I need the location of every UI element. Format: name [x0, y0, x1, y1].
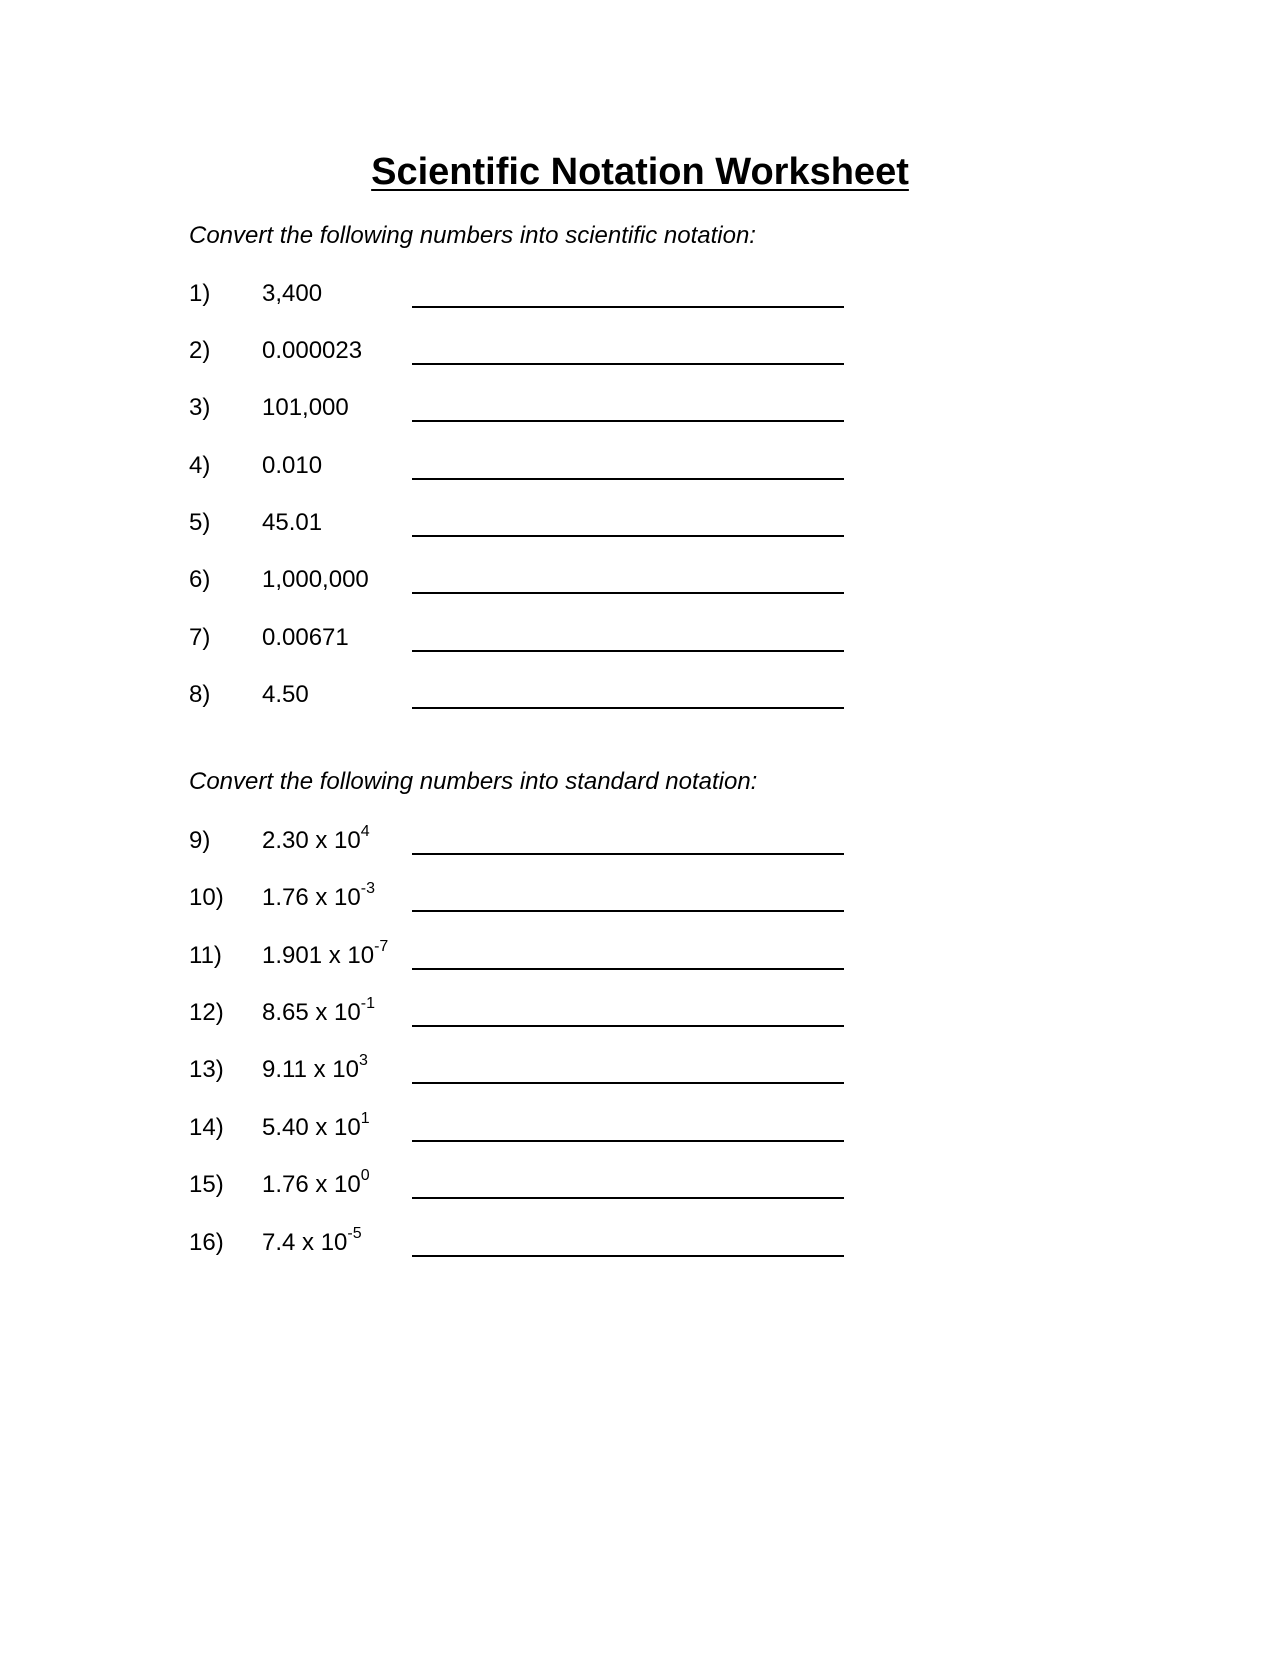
question-number: 14) — [189, 1114, 224, 1141]
question-row — [0, 1054, 1280, 1086]
question-number: 2) — [189, 337, 211, 364]
answer-line[interactable] — [412, 535, 844, 537]
question-row — [0, 450, 1280, 482]
answer-line[interactable] — [412, 853, 844, 855]
answer-line[interactable] — [412, 707, 844, 709]
question-value — [262, 997, 375, 1029]
question-value: 0.00671 — [262, 624, 349, 651]
question-row — [0, 940, 1280, 972]
question-value — [262, 1054, 368, 1086]
question-row — [0, 825, 1280, 857]
page-title — [0, 150, 1280, 194]
question-value — [262, 1112, 370, 1144]
answer-line[interactable] — [412, 650, 844, 652]
answer-line[interactable] — [412, 363, 844, 365]
question-row — [0, 1227, 1280, 1259]
question-row — [0, 335, 1280, 367]
answer-line[interactable] — [412, 592, 844, 594]
answer-line[interactable] — [412, 1140, 844, 1142]
value-base: 2.30 x 10 — [262, 827, 361, 854]
answer-line[interactable] — [412, 1255, 844, 1257]
value-exponent: -1 — [360, 995, 375, 1012]
question-number: 9) — [189, 827, 211, 854]
value-exponent: 3 — [358, 1052, 368, 1069]
question-number: 8) — [189, 681, 211, 708]
title-text: Scientific Notation Worksheet — [371, 151, 909, 193]
question-value: 4.50 — [262, 681, 309, 708]
question-row — [0, 278, 1280, 310]
section2-instruction: Convert the following numbers into standard notation: — [189, 768, 758, 795]
value-exponent: 4 — [360, 823, 370, 840]
section1-instruction: Convert the following numbers into scientific notation: — [189, 222, 756, 249]
answer-line[interactable] — [412, 478, 844, 480]
value-exponent: -3 — [360, 880, 375, 897]
question-number: 13) — [189, 1056, 224, 1083]
value-base: 1.76 x 10 — [262, 884, 361, 911]
value-exponent: 1 — [360, 1110, 370, 1127]
question-value: 0.000023 — [262, 337, 363, 364]
question-row — [0, 564, 1280, 596]
question-number: 16) — [189, 1229, 224, 1256]
question-row — [0, 997, 1280, 1029]
question-number: 4) — [189, 452, 211, 479]
question-value: 0.010 — [262, 452, 323, 479]
answer-line[interactable] — [412, 1197, 844, 1199]
question-number: 10) — [189, 884, 224, 911]
question-value — [262, 1227, 362, 1259]
question-row — [0, 392, 1280, 424]
value-exponent: -5 — [347, 1225, 362, 1242]
value-base: 5.40 x 10 — [262, 1114, 361, 1141]
value-base: 8.65 x 10 — [262, 999, 361, 1026]
question-number: 3) — [189, 394, 211, 421]
answer-line[interactable] — [412, 910, 844, 912]
question-value — [262, 940, 388, 972]
value-base: 9.11 x 10 — [262, 1056, 359, 1083]
question-number: 1) — [189, 280, 211, 307]
question-number: 5) — [189, 509, 211, 536]
answer-line[interactable] — [412, 1025, 844, 1027]
question-value: 101,000 — [262, 394, 349, 421]
question-value: 45.01 — [262, 509, 323, 536]
answer-line[interactable] — [412, 306, 844, 308]
value-exponent: 0 — [360, 1167, 370, 1184]
question-number: 12) — [189, 999, 224, 1026]
question-row — [0, 1169, 1280, 1201]
answer-line[interactable] — [412, 420, 844, 422]
answer-line[interactable] — [412, 1082, 844, 1084]
question-value: 3,400 — [262, 280, 323, 307]
question-row — [0, 1112, 1280, 1144]
value-base: 1.76 x 10 — [262, 1171, 361, 1198]
question-row — [0, 679, 1280, 711]
question-number: 11) — [189, 942, 222, 969]
question-number: 15) — [189, 1171, 224, 1198]
question-value: 1,000,000 — [262, 566, 369, 593]
value-exponent: -7 — [374, 938, 389, 955]
question-row — [0, 882, 1280, 914]
question-value — [262, 1169, 370, 1201]
question-row — [0, 622, 1280, 654]
question-value — [262, 882, 375, 914]
value-base: 7.4 x 10 — [262, 1229, 348, 1256]
question-row — [0, 507, 1280, 539]
value-base: 1.901 x 10 — [262, 942, 375, 969]
question-number: 7) — [189, 624, 211, 651]
question-value — [262, 825, 370, 857]
answer-line[interactable] — [412, 968, 844, 970]
question-number: 6) — [189, 566, 211, 593]
